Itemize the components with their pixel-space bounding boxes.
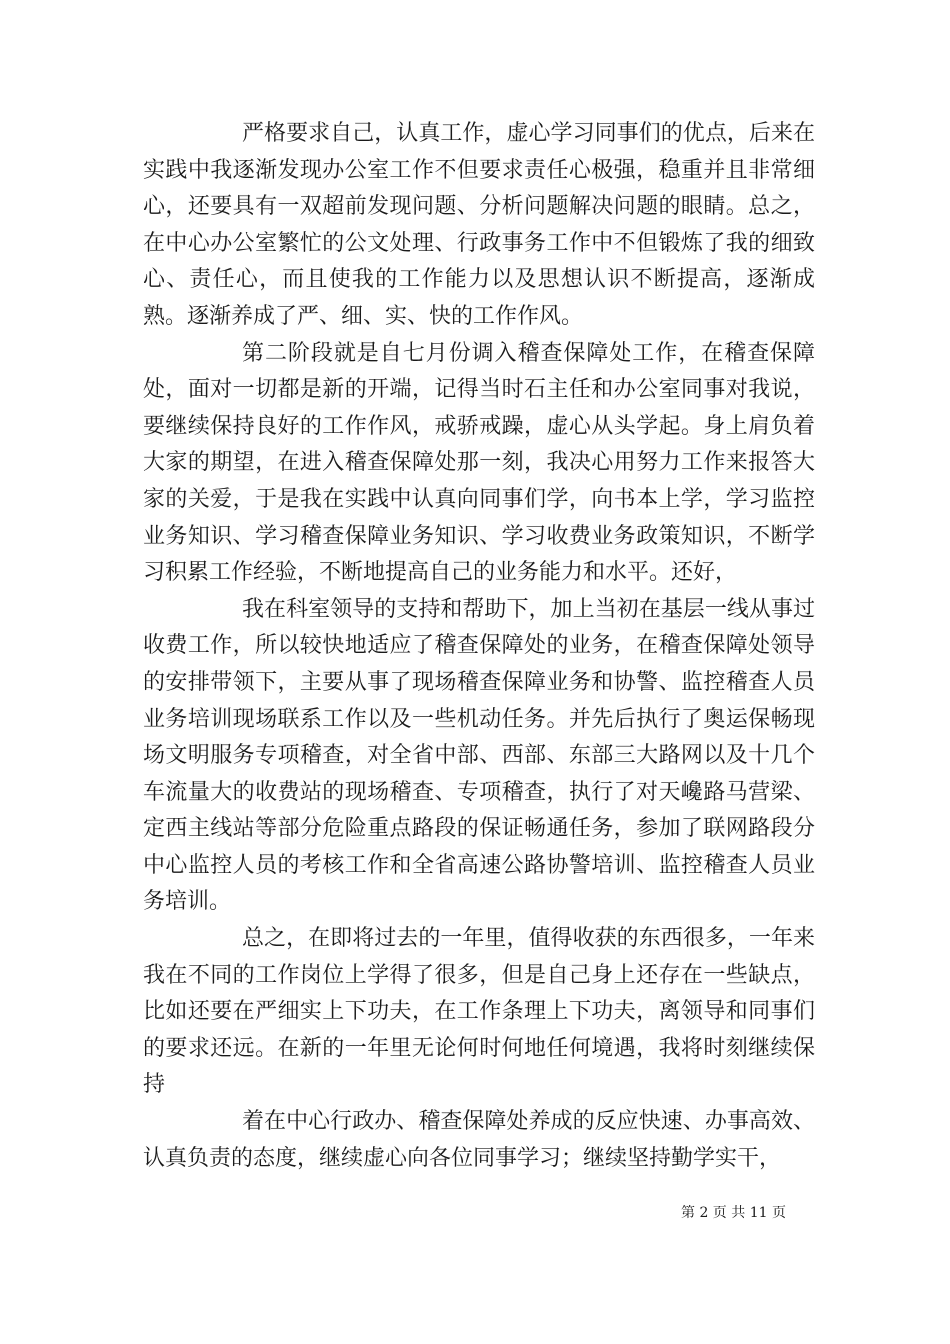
page-number-footer: 第 2 页 共 11 页 bbox=[681, 1205, 786, 1221]
paragraph-2: 第二阶段就是自七月份调入稽查保障处工作，在稽查保障处，面对一切都是新的开端，记得当时石主任和办公室同事对我说，要继续保持良好的工作作风，戒骄戒躁，虚心从头学起。身上肩负着大家的期望，在进入稽查保障处那一刻，我决心用努力工作来报答大家的关爱，于是我在实践中认真向同事们学，向书本上学，学习监控业务知识、学习稽查保障业务知识、学习收费业务政策知识，不断学习积累工作经验，不断地提高自己的业务能力和水平。还好， bbox=[143, 340, 815, 586]
paragraph-4: 总之，在即将过去的一年里，值得收获的东西很多，一年来我在不同的工作岗位上学得了很多，但是自己身上还存在一些缺点，比如还要在严细实上下功夫，在工作条理上下功夫，离领导和同事们的要求还远。在新的一年里无论何时何地任何境遇，我将时刻继续保持 bbox=[143, 926, 815, 1098]
document-body bbox=[143, 116, 815, 1177]
paragraph-5: 着在中心行政办、稽查保障处养成的反应快速、办事高效、认真负责的态度，继续虚心向各位同事学习；继续坚持勤学实干， bbox=[143, 1109, 815, 1171]
paragraph-3: 我在科室领导的支持和帮助下，加上当初在基层一线从事过收费工作，所以较快地适应了稽查保障处的业务，在稽查保障处领导的安排带领下，主要从事了现场稽查保障业务和协警、监控稽查人员业务培训现场联系工作以及一些机动任务。并先后执行了奥运保畅现场文明服务专项稽查，对全省中部、西部、东部三大路网以及十几个车流量大的收费站的现场稽查、专项稽查，执行了对天巉路马营梁、定西主线站等部分危险重点路段的保证畅通任务，参加了联网路段分中心监控人员的考核工作和全省高速公路协警培训、监控稽查人员业务培训。 bbox=[143, 596, 815, 915]
paragraph-1: 严格要求自己，认真工作，虚心学习同事们的优点，后来在实践中我逐渐发现办公室工作不但要求责任心极强，稳重并且非常细心，还要具有一双超前发现问题、分析问题解决问题的眼睛。总之，在中心办公室繁忙的公文处理、行政事务工作中不但锻炼了我的细致心、责任心，而且使我的工作能力以及思想认识不断提高，逐渐成熟。逐渐养成了严、细、实、快的工作作风。 bbox=[143, 121, 815, 329]
